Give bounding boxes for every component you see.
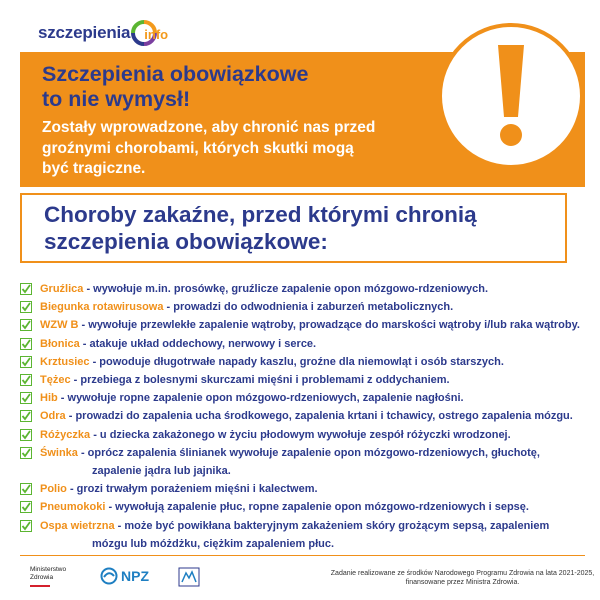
exclamation-icon <box>442 27 580 165</box>
disease-name: Pneumokoki <box>40 501 106 514</box>
list-item <box>20 517 595 553</box>
disease-name: Różyczka <box>40 428 91 441</box>
checkmark-icon <box>20 374 32 386</box>
npz-logo <box>100 567 149 585</box>
disease-name: Polio <box>40 483 67 496</box>
list-item <box>20 316 595 334</box>
disease-description: - grozi trwałym porażeniem mięśni i kalectwem. <box>66 483 318 496</box>
list-item <box>20 480 595 498</box>
disease-name: Gruźlica <box>40 283 84 295</box>
checkmark-icon <box>20 429 32 441</box>
header-title <box>42 62 382 112</box>
header-title-line-1: Szczepienia obowiązkowe <box>42 62 309 86</box>
disease-description: - prowadzi do zapalenia ucha środkowego, zapalenia krtani i tchawicy, ostrego zapalenia mózgu. <box>65 410 573 423</box>
disease-description: - wywołuje przewlekłe zapalenie wątroby, prowadzące do marskości wątroby i/lub raka wątroby. <box>78 319 580 332</box>
logo-suffix-text: info <box>144 26 169 42</box>
checkmark-icon <box>20 410 32 422</box>
header-subtitle-line-3: być tragiczne. <box>42 160 146 177</box>
checkmark-icon <box>20 447 32 459</box>
checkmark-icon <box>20 356 32 368</box>
list-item <box>20 298 595 316</box>
disease-description: - wywołuje ropne zapalenie opon mózgowo-rdzeniowych, zapalenie nagłośni. <box>57 392 464 405</box>
disease-name: Odra <box>40 410 66 423</box>
disease-description-continued: mózgu lub móżdżku, ciężkim zapaleniem płuc. <box>92 537 335 550</box>
header-subtitle-line-2: groźnymi chorobami, których skutki mogą <box>42 139 354 157</box>
header-subtitle <box>42 118 422 180</box>
section-title <box>44 201 564 255</box>
disease-name: Świnka <box>40 446 78 459</box>
checkmark-icon <box>20 501 32 513</box>
funding-note-line-1: Zadanie realizowane ze środków Narodowego Programu Zdrowia na lata 2021-2025, <box>330 570 595 577</box>
logo-brand-text: szczepienia <box>38 23 131 42</box>
section-title-line-2: szczepienia obowiązkowe: <box>44 229 328 254</box>
checkmark-icon <box>20 520 32 532</box>
section-title-line-1: Choroby zakaźne, przed którymi chronią <box>44 202 477 227</box>
list-item <box>20 426 595 444</box>
checkmark-icon <box>20 338 32 350</box>
disease-name: Krztusiec <box>40 355 90 368</box>
disease-name: Tężec <box>40 374 71 387</box>
program-emblem-icon <box>178 567 200 587</box>
checkmark-icon <box>20 301 32 313</box>
disease-description: - powoduje długotrwałe napady kaszlu, groźne dla niemowląt i osób starszych. <box>89 355 504 368</box>
list-item <box>20 498 595 516</box>
disease-name: WZW B <box>40 319 79 332</box>
npz-swirl-icon <box>100 567 118 585</box>
ministry-flag-bar <box>30 585 50 587</box>
szczepienia-info-logo <box>38 20 168 46</box>
ministry-logo <box>30 566 66 582</box>
disease-name: Błonica <box>40 337 80 350</box>
disease-description-continued: zapalenie jądra lub jajnika. <box>92 465 231 478</box>
disease-name: Biegunka rotawirusowa <box>40 301 164 314</box>
disease-description: - u dziecka zakażonego w życiu płodowym wywołuje zespół różyczki wrodzonej. <box>90 428 511 441</box>
checkmark-icon <box>20 392 32 404</box>
checkmark-icon <box>20 283 32 295</box>
list-item <box>20 280 595 298</box>
npz-label: NPZ <box>121 568 149 584</box>
funding-note <box>330 569 595 587</box>
header-subtitle-line-1: Zostały wprowadzone, aby chronić nas przed <box>42 119 376 136</box>
disease-description: - atakuje układ oddechowy, nerwowy i serce. <box>79 337 317 350</box>
footer-divider <box>20 555 585 556</box>
list-item <box>20 353 595 371</box>
header-title-line-2: to nie wymysł! <box>42 87 191 111</box>
ministry-line-2: Zdrowia <box>30 574 54 581</box>
disease-description: - wywołuje m.in. prosówkę, gruźlicze zapalenie opon mózgowo-rdzeniowych. <box>83 283 489 295</box>
disease-description: - wywołują zapalenie płuc, ropne zapalenie opon mózgowo-rdzeniowych i sepsę. <box>105 501 529 514</box>
list-item <box>20 407 595 425</box>
list-item <box>20 389 595 407</box>
ministry-line-1: Ministerstwo <box>30 566 67 573</box>
checkmark-icon <box>20 483 32 495</box>
disease-description: - może być powikłana bakteryjnym zakażeniem skóry grożącym sepsą, zapaleniem <box>114 519 550 532</box>
list-item <box>20 371 595 389</box>
disease-description: - przebiega z bolesnymi skurczami mięśni i problemami z oddychaniem. <box>70 374 450 387</box>
disease-name: Hib <box>40 392 58 405</box>
exclamation-badge <box>438 23 584 169</box>
funding-note-line-2: finansowane przez Ministra Zdrowia. <box>405 579 520 586</box>
list-item <box>20 335 595 353</box>
disease-description: - prowadzi do odwodnienia i zaburzeń metabolicznych. <box>163 301 454 314</box>
checkmark-icon <box>20 319 32 331</box>
disease-name: Ospa wietrzna <box>40 519 115 532</box>
list-item <box>20 444 595 480</box>
disease-description: - oprócz zapalenia ślinianek wywołuje zapalenie opon mózgowo-rdzeniowych, głuchotę, <box>77 446 540 459</box>
disease-list <box>20 280 595 553</box>
